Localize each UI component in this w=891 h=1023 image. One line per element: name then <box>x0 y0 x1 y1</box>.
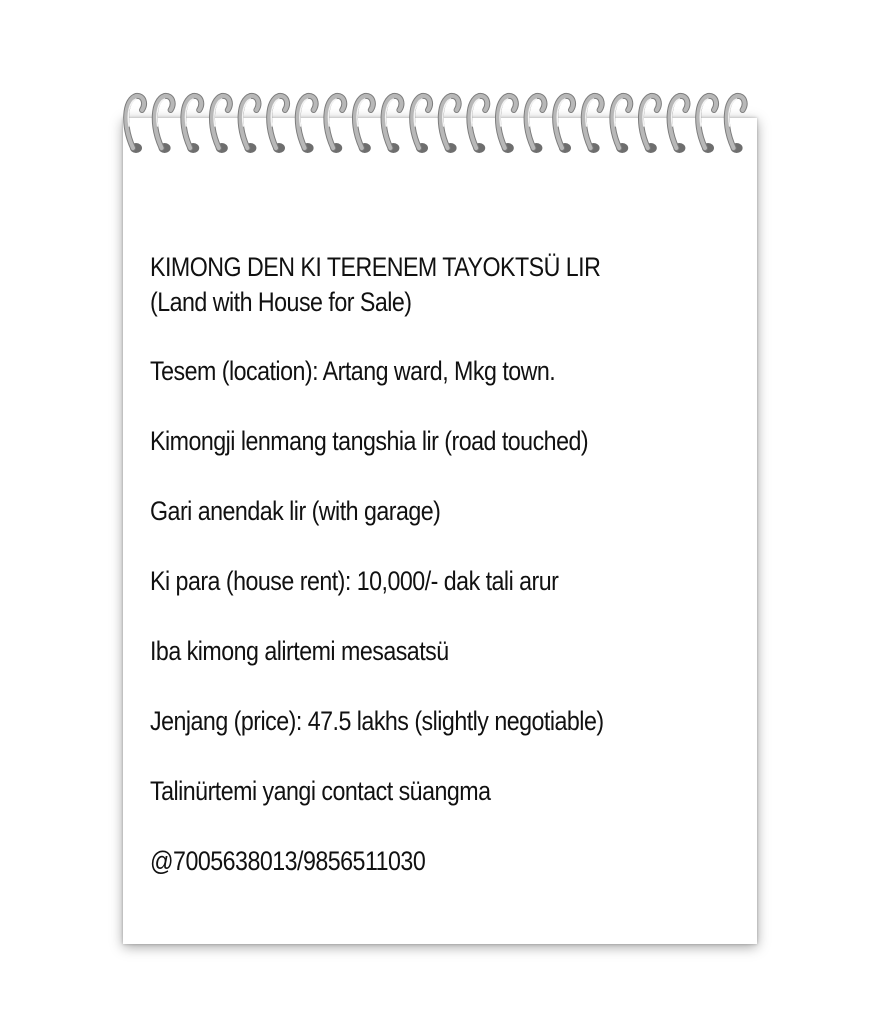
location-line: Tesem (location): Artang ward, Mkg town. <box>150 356 556 386</box>
spiral-ring <box>727 96 745 153</box>
spiral-ring <box>555 96 573 153</box>
spiral-ring <box>126 96 144 153</box>
spiral-ring <box>641 96 659 153</box>
spiral-ring <box>212 96 230 153</box>
rent-line: Ki para (house rent): 10,000/- dak tali arur <box>150 566 559 596</box>
spiral-ring <box>412 96 430 153</box>
notepad-sheet <box>123 118 757 944</box>
notice-subheading: (Land with House for Sale) <box>150 287 412 317</box>
spiral-ring <box>469 96 487 153</box>
vacancy-line: Iba kimong alirtemi mesasatsü <box>150 636 449 666</box>
spiral-ring <box>269 96 287 153</box>
phone-numbers: @7005638013/9856511030 <box>150 846 426 876</box>
garage-line: Gari anendak lir (with garage) <box>150 496 441 526</box>
spiral-ring <box>441 96 459 153</box>
spiral-ring <box>298 96 316 153</box>
spiral-ring <box>670 96 688 153</box>
road-line: Kimongji lenmang tangshia lir (road touched) <box>150 426 589 456</box>
spiral-ring <box>612 96 630 153</box>
notice-heading: KIMONG DEN KI TERENEM TAYOKTSÜ LIR <box>150 252 601 282</box>
spiral-ring <box>183 96 201 153</box>
spiral-ring <box>698 96 716 153</box>
spiral-ring <box>155 96 173 153</box>
spiral-ring <box>384 96 402 153</box>
spiral-binding <box>112 86 752 166</box>
spiral-ring <box>355 96 373 153</box>
price-line: Jenjang (price): 47.5 lakhs (slightly negotiable) <box>150 706 604 736</box>
contact-line: Talinürtemi yangi contact süangma <box>150 776 491 806</box>
spiral-ring <box>241 96 259 153</box>
spiral-ring <box>498 96 516 153</box>
spiral-ring <box>326 96 344 153</box>
spiral-ring <box>584 96 602 153</box>
spiral-ring <box>527 96 545 153</box>
